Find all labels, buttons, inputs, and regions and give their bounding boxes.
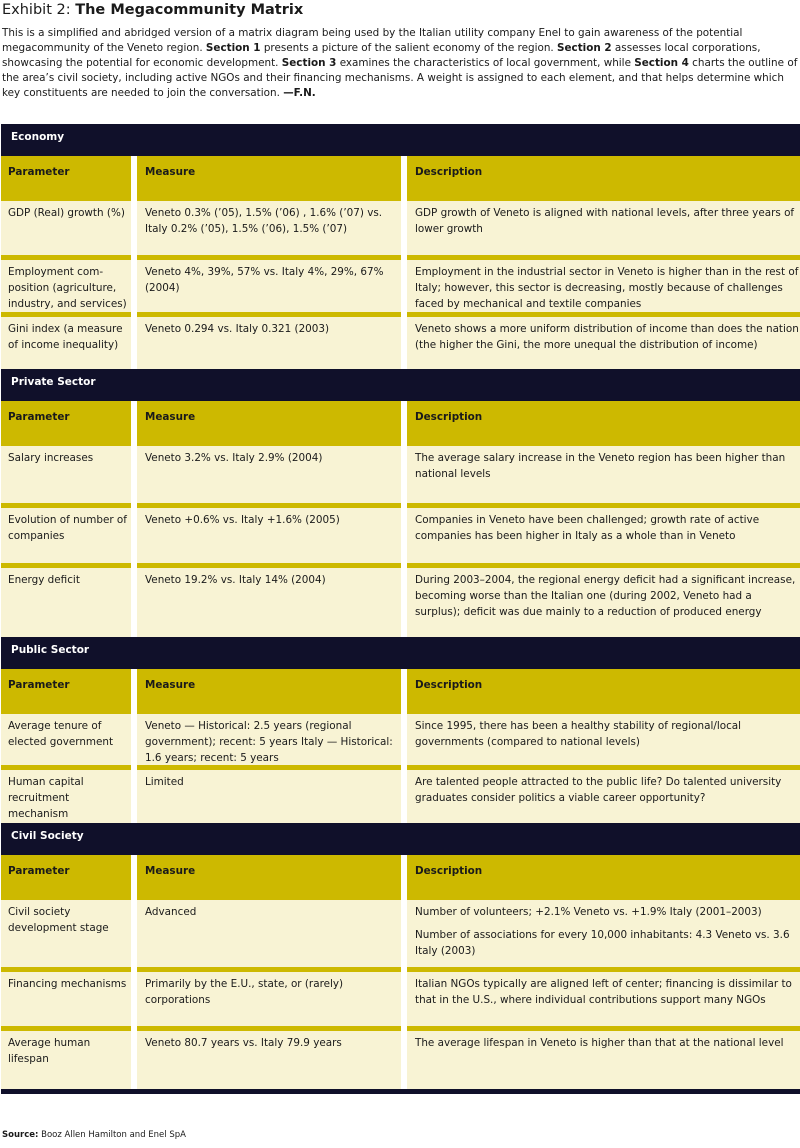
description-paragraph: GDP growth of Veneto is aligned with national levels, after three years of lower growth xyxy=(415,207,795,235)
intro-section-1: Section 1 xyxy=(205,42,261,54)
measure-cell: Veneto 0.3% (’05), 1.5% (’06) , 1.6% (’07) vs. Italy 0.2% (’05), 1.5% (’06), 1.5% (’07) xyxy=(137,196,401,255)
table-row xyxy=(1,765,800,823)
parameter-cell: Human capital recruitment mechanism xyxy=(1,765,131,823)
description-cell xyxy=(407,709,800,765)
source-label: Source: xyxy=(2,1130,39,1140)
measure-cell: Veneto 3.2% vs. Italy 2.9% (2004) xyxy=(137,441,401,503)
column-header-row xyxy=(1,669,800,709)
measure-cell: Veneto 0.294 vs. Italy 0.321 (2003) xyxy=(137,312,401,369)
description-cell xyxy=(407,503,800,563)
table-row xyxy=(1,503,800,563)
exhibit-title xyxy=(2,0,303,20)
measure-cell: Limited xyxy=(137,765,401,823)
table-row xyxy=(1,895,800,967)
description-paragraph: The average lifespan in Veneto is higher than that at the national level xyxy=(415,1037,784,1049)
intro-text-4: examines the characteristics of local government, while xyxy=(336,57,635,69)
column-header-description: Description xyxy=(407,401,800,441)
table-row xyxy=(1,563,800,637)
description-cell xyxy=(407,563,800,637)
description-paragraph: Number of associations for every 10,000 inhabitants: 4.3 Veneto vs. 3.6 Italy (2003) xyxy=(415,929,790,957)
table-row xyxy=(1,441,800,503)
description-cell xyxy=(407,1026,800,1089)
table-row xyxy=(1,196,800,255)
source-note xyxy=(2,1130,186,1140)
parameter-cell: GDP (Real) growth (%) xyxy=(1,196,131,255)
column-header-parameter: Parameter xyxy=(1,156,131,196)
intro-section-2: Section 2 xyxy=(557,42,612,54)
parameter-cell: Evolution of number of companies xyxy=(1,503,131,563)
table-bottom-rule xyxy=(1,1089,800,1094)
parameter-cell: Civil society development stage xyxy=(1,895,131,967)
table-row xyxy=(1,312,800,369)
intro-text-1: This is a simplified and abridged version of a matrix diagram being used by the Italian utility company Enel to gain awareness of the potential megacommunity of the Veneto region. xyxy=(2,27,743,54)
description-paragraph: Veneto shows a more uniform distribution of income than does the nation (the higher the Gini, the more unequal the distribution of income) xyxy=(415,323,799,351)
parameter-cell: Salary increases xyxy=(1,441,131,503)
column-header-description: Description xyxy=(407,669,800,709)
column-header-row xyxy=(1,855,800,895)
description-cell xyxy=(407,312,800,369)
intro-paragraph xyxy=(2,26,798,101)
intro-section-4: Section 4 xyxy=(634,57,689,69)
measure-cell: Veneto +0.6% vs. Italy +1.6% (2005) xyxy=(137,503,401,563)
megacommunity-matrix xyxy=(1,124,800,1094)
table-row xyxy=(1,967,800,1026)
description-cell xyxy=(407,196,800,255)
description-cell xyxy=(407,441,800,503)
parameter-cell: Energy deficit xyxy=(1,563,131,637)
column-header-measure: Measure xyxy=(137,401,401,441)
column-header-row xyxy=(1,401,800,441)
column-header-description: Description xyxy=(407,855,800,895)
measure-cell: Primarily by the E.U., state, or (rarely) corporations xyxy=(137,967,401,1026)
column-header-measure: Measure xyxy=(137,669,401,709)
section-header-public-sector: Public Sector xyxy=(1,637,800,669)
description-cell xyxy=(407,967,800,1026)
source-text: Booz Allen Hamilton and Enel SpA xyxy=(38,1130,186,1140)
intro-text-2: presents a picture of the salient economy of the region. xyxy=(260,42,558,54)
table-row xyxy=(1,255,800,312)
column-header-measure: Measure xyxy=(137,156,401,196)
section-header-civil-society: Civil Society xyxy=(1,823,800,855)
parameter-cell: Average tenure of elected government xyxy=(1,709,131,765)
intro-section-3: Section 3 xyxy=(281,57,337,69)
description-paragraph: Italian NGOs typically are aligned left of center; financing is dissimilar to that in the U.S., where individual contributions support many NGOs xyxy=(415,978,792,1006)
measure-cell: Veneto 80.7 years vs. Italy 79.9 years xyxy=(137,1026,401,1089)
section-header-economy: Economy xyxy=(1,124,800,156)
description-paragraph: Companies in Veneto have been challenged; growth rate of active companies has been higher in Italy as a whole than in Veneto xyxy=(415,514,760,542)
intro-author: —F.N. xyxy=(283,87,316,99)
description-paragraph: Employment in the industrial sector in Veneto is higher than in the rest of Italy; however, this sector is decreasing, mostly because of challenges faced by mechanical and textile companies xyxy=(415,266,799,310)
description-paragraph: During 2003–2004, the regional energy deficit had a significant increase, becoming worse than the Italian one (during 2002, Veneto had a surplus); deficit was due mainly to a reduction of produced energy xyxy=(415,574,796,618)
description-cell xyxy=(407,895,800,967)
description-paragraph: Number of volunteers; +2.1% Veneto vs. +1.9% Italy (2001–2003) xyxy=(415,906,762,918)
description-paragraph: Are talented people attracted to the public life? Do talented university graduates consider politics a viable career opportunity? xyxy=(415,776,782,804)
parameter-cell: Gini index (a measure of income inequality) xyxy=(1,312,131,369)
parameter-cell: Financing mechanisms xyxy=(1,967,131,1026)
column-header-description: Description xyxy=(407,156,800,196)
description-cell xyxy=(407,255,800,312)
measure-cell: Advanced xyxy=(137,895,401,967)
measure-cell: Veneto 19.2% vs. Italy 14% (2004) xyxy=(137,563,401,637)
measure-cell: Veneto — Historical: 2.5 years (regional government); recent: 5 years Italy — Historical: 1.6 years; recent: 5 years xyxy=(137,709,401,765)
exhibit-name: The Megacommunity Matrix xyxy=(75,2,304,18)
column-header-row xyxy=(1,156,800,196)
intro-text-3: assesses local corporations, showcasing the potential for economic development. xyxy=(2,42,761,69)
measure-cell: Veneto 4%, 39%, 57% vs. Italy 4%, 29%, 67% (2004) xyxy=(137,255,401,312)
exhibit-number: Exhibit 2: xyxy=(2,2,71,18)
description-paragraph: The average salary increase in the Veneto region has been higher than national levels xyxy=(415,452,786,480)
intro-text-5: charts the outline of the area’s civil society, including active NGOs and their financing mechanisms. A weight is assigned to each element, and that helps determine which key constituents are needed to join the conversation. xyxy=(2,57,798,99)
description-paragraph: Since 1995, there has been a healthy stability of regional/local governments (compared to national levels) xyxy=(415,720,742,748)
parameter-cell: Employment com-position (agriculture, industry, and services) xyxy=(1,255,131,312)
section-header-private-sector: Private Sector xyxy=(1,369,800,401)
parameter-cell: Average human lifespan xyxy=(1,1026,131,1089)
column-header-parameter: Parameter xyxy=(1,401,131,441)
column-header-measure: Measure xyxy=(137,855,401,895)
table-row xyxy=(1,709,800,765)
table-row xyxy=(1,1026,800,1089)
column-header-parameter: Parameter xyxy=(1,669,131,709)
description-cell xyxy=(407,765,800,823)
column-header-parameter: Parameter xyxy=(1,855,131,895)
